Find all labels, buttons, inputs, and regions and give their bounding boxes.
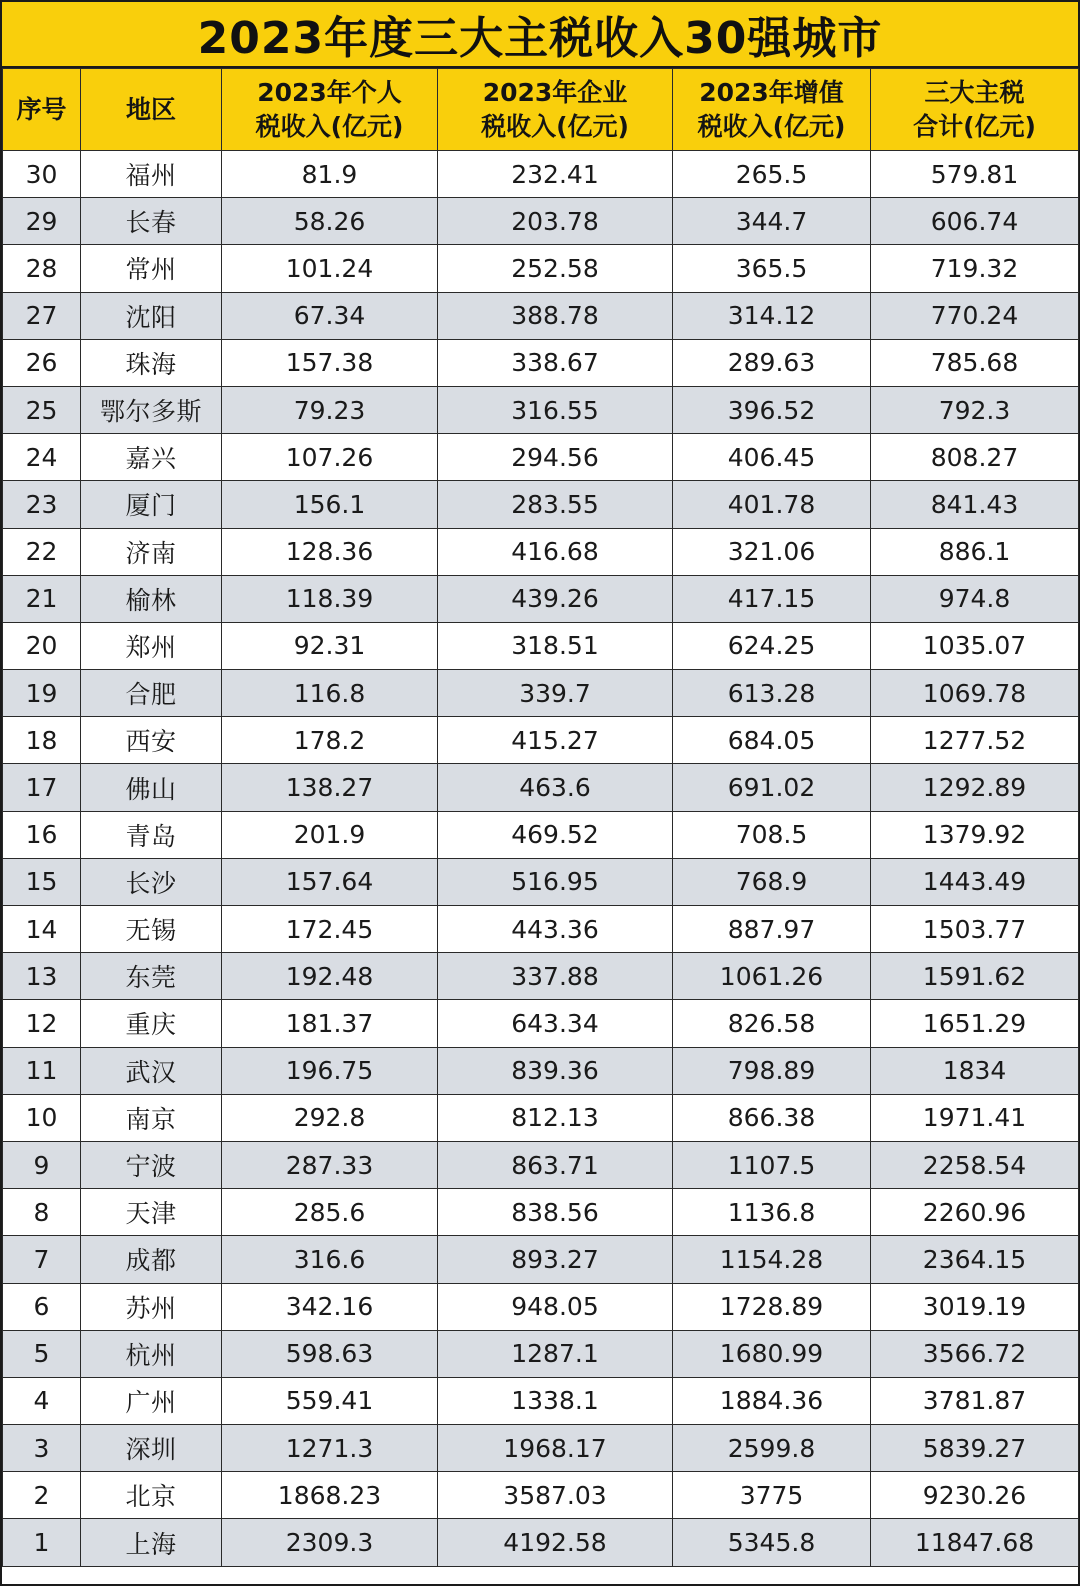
region-cell: 武汉 (81, 1047, 222, 1094)
corporate-tax-cell: 643.34 (438, 1000, 673, 1047)
personal-tax-cell: 101.24 (222, 245, 438, 292)
personal-tax-cell: 107.26 (222, 434, 438, 481)
personal-tax-cell: 196.75 (222, 1047, 438, 1094)
vat-cell: 3775 (673, 1472, 871, 1519)
corporate-tax-cell: 463.6 (438, 764, 673, 811)
total-cell: 606.74 (871, 198, 1079, 245)
table-row (3, 434, 1079, 481)
table-row (3, 151, 1079, 198)
table-row (3, 764, 1079, 811)
total-cell: 579.81 (871, 151, 1079, 198)
header-corporate-tax: 2023年企业 税收入(亿元) (438, 69, 673, 151)
table-row (3, 622, 1079, 669)
region-cell: 长春 (81, 198, 222, 245)
total-cell: 3566.72 (871, 1330, 1079, 1377)
region-cell: 珠海 (81, 339, 222, 386)
region-cell: 沈阳 (81, 292, 222, 339)
vat-cell: 1680.99 (673, 1330, 871, 1377)
region-cell: 天津 (81, 1189, 222, 1236)
rank-cell: 28 (3, 245, 81, 292)
corporate-tax-cell: 283.55 (438, 481, 673, 528)
rank-cell: 24 (3, 434, 81, 481)
table-row (3, 1425, 1079, 1472)
corporate-tax-cell: 1968.17 (438, 1425, 673, 1472)
table-row (3, 953, 1079, 1000)
personal-tax-cell: 292.8 (222, 1094, 438, 1141)
title-bar (2, 2, 1078, 68)
personal-tax-cell: 1868.23 (222, 1472, 438, 1519)
personal-tax-cell: 81.9 (222, 151, 438, 198)
personal-tax-cell: 157.38 (222, 339, 438, 386)
personal-tax-cell: 157.64 (222, 858, 438, 905)
total-cell: 3019.19 (871, 1283, 1079, 1330)
region-cell: 苏州 (81, 1283, 222, 1330)
region-cell: 杭州 (81, 1330, 222, 1377)
total-cell: 2364.15 (871, 1236, 1079, 1283)
vat-cell: 314.12 (673, 292, 871, 339)
vat-cell: 1884.36 (673, 1377, 871, 1424)
corporate-tax-cell: 388.78 (438, 292, 673, 339)
total-cell: 3781.87 (871, 1377, 1079, 1424)
rank-cell: 29 (3, 198, 81, 245)
region-cell: 广州 (81, 1377, 222, 1424)
personal-tax-cell: 79.23 (222, 386, 438, 433)
region-cell: 福州 (81, 151, 222, 198)
rank-cell: 27 (3, 292, 81, 339)
total-cell: 1035.07 (871, 622, 1079, 669)
corporate-tax-cell: 3587.03 (438, 1472, 673, 1519)
table-row (3, 1330, 1079, 1377)
vat-cell: 321.06 (673, 528, 871, 575)
corporate-tax-cell: 863.71 (438, 1141, 673, 1188)
rank-cell: 15 (3, 858, 81, 905)
total-cell: 1292.89 (871, 764, 1079, 811)
vat-cell: 344.7 (673, 198, 871, 245)
personal-tax-cell: 138.27 (222, 764, 438, 811)
header-vat: 2023年增值 税收入(亿元) (673, 69, 871, 151)
total-cell: 1651.29 (871, 1000, 1079, 1047)
region-cell: 上海 (81, 1519, 222, 1566)
rank-cell: 9 (3, 1141, 81, 1188)
total-cell: 1591.62 (871, 953, 1079, 1000)
total-cell: 1069.78 (871, 670, 1079, 717)
table-row (3, 670, 1079, 717)
total-cell: 2260.96 (871, 1189, 1079, 1236)
total-cell: 1277.52 (871, 717, 1079, 764)
vat-cell: 417.15 (673, 575, 871, 622)
personal-tax-cell: 1271.3 (222, 1425, 438, 1472)
region-cell: 佛山 (81, 764, 222, 811)
total-cell: 808.27 (871, 434, 1079, 481)
total-cell: 841.43 (871, 481, 1079, 528)
header-region: 地区 (81, 69, 222, 151)
rank-cell: 25 (3, 386, 81, 433)
total-cell: 1971.41 (871, 1094, 1079, 1141)
table-row (3, 1472, 1079, 1519)
corporate-tax-cell: 316.55 (438, 386, 673, 433)
rank-cell: 20 (3, 622, 81, 669)
table-row (3, 339, 1079, 386)
corporate-tax-cell: 893.27 (438, 1236, 673, 1283)
vat-cell: 265.5 (673, 151, 871, 198)
table-row (3, 386, 1079, 433)
total-cell: 1379.92 (871, 811, 1079, 858)
chart-title: 2023年度三大主税收入30强城市 (197, 13, 883, 64)
personal-tax-cell: 128.36 (222, 528, 438, 575)
region-cell: 厦门 (81, 481, 222, 528)
table-row (3, 292, 1079, 339)
region-cell: 合肥 (81, 670, 222, 717)
region-cell: 无锡 (81, 906, 222, 953)
table-row (3, 1519, 1079, 1566)
rank-cell: 7 (3, 1236, 81, 1283)
rank-cell: 5 (3, 1330, 81, 1377)
personal-tax-cell: 201.9 (222, 811, 438, 858)
personal-tax-cell: 116.8 (222, 670, 438, 717)
rank-cell: 1 (3, 1519, 81, 1566)
rank-cell: 23 (3, 481, 81, 528)
region-cell: 榆林 (81, 575, 222, 622)
region-cell: 成都 (81, 1236, 222, 1283)
region-cell: 鄂尔多斯 (81, 386, 222, 433)
vat-cell: 624.25 (673, 622, 871, 669)
table-row (3, 1000, 1079, 1047)
table-row (3, 528, 1079, 575)
corporate-tax-cell: 516.95 (438, 858, 673, 905)
region-cell: 重庆 (81, 1000, 222, 1047)
corporate-tax-cell: 294.56 (438, 434, 673, 481)
region-cell: 西安 (81, 717, 222, 764)
corporate-tax-cell: 812.13 (438, 1094, 673, 1141)
vat-cell: 798.89 (673, 1047, 871, 1094)
region-cell: 济南 (81, 528, 222, 575)
corporate-tax-cell: 203.78 (438, 198, 673, 245)
table-row (3, 1189, 1079, 1236)
rank-cell: 30 (3, 151, 81, 198)
corporate-tax-cell: 838.56 (438, 1189, 673, 1236)
total-cell: 9230.26 (871, 1472, 1079, 1519)
personal-tax-cell: 58.26 (222, 198, 438, 245)
rank-cell: 11 (3, 1047, 81, 1094)
personal-tax-cell: 192.48 (222, 953, 438, 1000)
table-row (3, 1047, 1079, 1094)
vat-cell: 1061.26 (673, 953, 871, 1000)
vat-cell: 708.5 (673, 811, 871, 858)
corporate-tax-cell: 338.67 (438, 339, 673, 386)
rank-cell: 26 (3, 339, 81, 386)
vat-cell: 365.5 (673, 245, 871, 292)
rank-cell: 18 (3, 717, 81, 764)
table-row (3, 1141, 1079, 1188)
corporate-tax-cell: 232.41 (438, 151, 673, 198)
table-row (3, 481, 1079, 528)
personal-tax-cell: 287.33 (222, 1141, 438, 1188)
personal-tax-cell: 598.63 (222, 1330, 438, 1377)
table-row (3, 198, 1079, 245)
corporate-tax-cell: 443.36 (438, 906, 673, 953)
region-cell: 嘉兴 (81, 434, 222, 481)
region-cell: 北京 (81, 1472, 222, 1519)
total-cell: 719.32 (871, 245, 1079, 292)
total-cell: 974.8 (871, 575, 1079, 622)
total-cell: 785.68 (871, 339, 1079, 386)
vat-cell: 691.02 (673, 764, 871, 811)
corporate-tax-cell: 1287.1 (438, 1330, 673, 1377)
table-row (3, 906, 1079, 953)
total-cell: 5839.27 (871, 1425, 1079, 1472)
total-cell: 770.24 (871, 292, 1079, 339)
personal-tax-cell: 2309.3 (222, 1519, 438, 1566)
vat-cell: 1107.5 (673, 1141, 871, 1188)
table-row (3, 717, 1079, 764)
table-row (3, 1377, 1079, 1424)
rank-cell: 6 (3, 1283, 81, 1330)
vat-cell: 887.97 (673, 906, 871, 953)
table-row (3, 1283, 1079, 1330)
vat-cell: 1154.28 (673, 1236, 871, 1283)
table-row (3, 811, 1079, 858)
table-body (3, 151, 1079, 1567)
corporate-tax-cell: 1338.1 (438, 1377, 673, 1424)
table-header-row (3, 69, 1079, 151)
personal-tax-cell: 285.6 (222, 1189, 438, 1236)
total-cell: 1443.49 (871, 858, 1079, 905)
region-cell: 宁波 (81, 1141, 222, 1188)
region-cell: 青岛 (81, 811, 222, 858)
corporate-tax-cell: 252.58 (438, 245, 673, 292)
rank-cell: 22 (3, 528, 81, 575)
personal-tax-cell: 172.45 (222, 906, 438, 953)
corporate-tax-cell: 439.26 (438, 575, 673, 622)
vat-cell: 866.38 (673, 1094, 871, 1141)
personal-tax-cell: 559.41 (222, 1377, 438, 1424)
region-cell: 深圳 (81, 1425, 222, 1472)
header-rank: 序号 (3, 69, 81, 151)
rank-cell: 16 (3, 811, 81, 858)
table-row (3, 1236, 1079, 1283)
vat-cell: 1136.8 (673, 1189, 871, 1236)
total-cell: 2258.54 (871, 1141, 1079, 1188)
personal-tax-cell: 178.2 (222, 717, 438, 764)
personal-tax-cell: 67.34 (222, 292, 438, 339)
corporate-tax-cell: 948.05 (438, 1283, 673, 1330)
total-cell: 886.1 (871, 528, 1079, 575)
table-row (3, 858, 1079, 905)
personal-tax-cell: 156.1 (222, 481, 438, 528)
corporate-tax-cell: 416.68 (438, 528, 673, 575)
vat-cell: 684.05 (673, 717, 871, 764)
vat-cell: 826.58 (673, 1000, 871, 1047)
corporate-tax-cell: 415.27 (438, 717, 673, 764)
rank-cell: 10 (3, 1094, 81, 1141)
personal-tax-cell: 92.31 (222, 622, 438, 669)
rank-cell: 17 (3, 764, 81, 811)
personal-tax-cell: 316.6 (222, 1236, 438, 1283)
rank-cell: 2 (3, 1472, 81, 1519)
personal-tax-cell: 181.37 (222, 1000, 438, 1047)
vat-cell: 406.45 (673, 434, 871, 481)
region-cell: 郑州 (81, 622, 222, 669)
personal-tax-cell: 342.16 (222, 1283, 438, 1330)
corporate-tax-cell: 318.51 (438, 622, 673, 669)
rank-cell: 21 (3, 575, 81, 622)
header-personal-tax: 2023年个人 税收入(亿元) (222, 69, 438, 151)
region-cell: 长沙 (81, 858, 222, 905)
vat-cell: 768.9 (673, 858, 871, 905)
header-total: 三大主税 合计(亿元) (871, 69, 1079, 151)
corporate-tax-cell: 337.88 (438, 953, 673, 1000)
total-cell: 11847.68 (871, 1519, 1079, 1566)
total-cell: 1503.77 (871, 906, 1079, 953)
vat-cell: 401.78 (673, 481, 871, 528)
rank-cell: 14 (3, 906, 81, 953)
region-cell: 常州 (81, 245, 222, 292)
total-cell: 792.3 (871, 386, 1079, 433)
rank-cell: 8 (3, 1189, 81, 1236)
corporate-tax-cell: 469.52 (438, 811, 673, 858)
vat-cell: 2599.8 (673, 1425, 871, 1472)
region-cell: 东莞 (81, 953, 222, 1000)
rank-cell: 12 (3, 1000, 81, 1047)
rank-cell: 3 (3, 1425, 81, 1472)
corporate-tax-cell: 339.7 (438, 670, 673, 717)
tax-table (2, 68, 1079, 1567)
table-row (3, 575, 1079, 622)
region-cell: 南京 (81, 1094, 222, 1141)
vat-cell: 613.28 (673, 670, 871, 717)
rank-cell: 13 (3, 953, 81, 1000)
vat-cell: 1728.89 (673, 1283, 871, 1330)
corporate-tax-cell: 839.36 (438, 1047, 673, 1094)
corporate-tax-cell: 4192.58 (438, 1519, 673, 1566)
table-row (3, 245, 1079, 292)
personal-tax-cell: 118.39 (222, 575, 438, 622)
table-row (3, 1094, 1079, 1141)
rank-cell: 19 (3, 670, 81, 717)
rank-cell: 4 (3, 1377, 81, 1424)
vat-cell: 5345.8 (673, 1519, 871, 1566)
vat-cell: 289.63 (673, 339, 871, 386)
total-cell: 1834 (871, 1047, 1079, 1094)
vat-cell: 396.52 (673, 386, 871, 433)
